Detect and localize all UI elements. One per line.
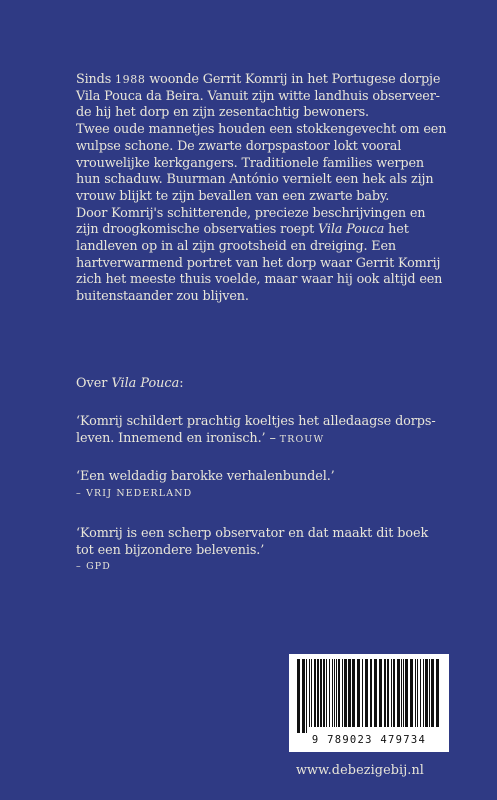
barcode-bar (370, 659, 372, 727)
about-prefix: Over (76, 376, 112, 391)
review-quote (76, 414, 456, 448)
barcode-bar (415, 659, 416, 727)
publisher-url: www.debezigebij.nl (296, 763, 424, 778)
barcode-bar (384, 659, 386, 727)
book-title: Vila Pouca (111, 376, 180, 391)
barcode-bar (387, 659, 389, 727)
blurb-line (76, 222, 448, 239)
year-text: 1988 (115, 73, 146, 86)
barcode-bar (306, 659, 307, 733)
blurb-line (76, 72, 448, 89)
blurb-line: Twee oude mannetjes houden een stokkengevecht om een (76, 122, 447, 138)
blurb-line: Door Komrij's schitterende, precieze beschrijvingen en (76, 205, 426, 221)
barcode-bar (436, 659, 439, 727)
barcode-bar (326, 659, 327, 727)
barcode-bar (332, 659, 333, 727)
barcode-bar (401, 659, 402, 727)
isbn-number: 9 789023 479734 (311, 734, 427, 746)
blurb-line: landleven op in al zijn grootsheid en dreiging. Een (76, 239, 397, 255)
blurb-text (76, 72, 448, 306)
barcode-bar (379, 659, 382, 727)
blurb-line: zich het meeste thuis voelde, maar waar hij ook altijd een (76, 272, 443, 288)
about-heading (76, 376, 184, 393)
barcode-bar (365, 659, 368, 727)
barcode-bar (320, 659, 322, 727)
quote-text: leven. Innemend en ironisch.’ – (76, 430, 280, 446)
blurb-line: Vila Pouca da Beira. Vanuit zijn witte landhuis observeer- (76, 88, 440, 104)
barcode-bar (338, 659, 340, 727)
quote-source: – GPD (76, 561, 111, 573)
isbn-barcode (289, 654, 449, 752)
barcode-bar (391, 659, 392, 727)
book-title: Vila Pouca (318, 222, 385, 238)
barcode-bar (302, 659, 305, 733)
barcode-bar (410, 659, 413, 727)
blurb-line: buitenstaander zou blijven. (76, 289, 249, 305)
barcode-bar (352, 659, 355, 727)
barcode-bar (311, 659, 312, 727)
barcode-bar (323, 659, 325, 727)
quote-source: TROUW (279, 433, 325, 445)
barcode-bar (405, 659, 408, 727)
quote-line: ‘Komrij is een scherp observator en dat maakt dit boek (76, 526, 429, 541)
barcode-bar (429, 659, 430, 727)
blurb-line: vrouw blijkt te zijn bevallen van een zwarte baby. (76, 188, 390, 204)
quote-line (76, 431, 456, 449)
barcode-bar (393, 659, 395, 727)
barcode-bar (403, 659, 404, 727)
barcode-bar (423, 659, 424, 727)
quote-line: ‘Een weldadig barokke verhalenbundel.’ (76, 469, 335, 484)
quote-source: – VRIJ NEDERLAND (76, 487, 193, 499)
barcode-bar (348, 659, 351, 727)
barcode-bar (357, 659, 360, 727)
barcode-bar (344, 659, 347, 727)
review-quote (76, 526, 456, 576)
quote-line: tot een bijzondere belevenis.’ (76, 542, 265, 558)
blurb-line: hun schaduw. Buurman António vernielt een hek als zijn (76, 172, 434, 188)
review-quote (76, 469, 456, 502)
barcode-bar (342, 659, 343, 727)
barcode-bar (297, 659, 300, 733)
blurb-line: vrouwelijke kerkgangers. Traditionele families werpen (76, 155, 424, 171)
blurb-line: wulpse schone. De zwarte dorpspastoor lokt vooral (76, 138, 402, 154)
barcode-bar (420, 659, 421, 727)
barcode-bar (417, 659, 418, 727)
barcode-bar (425, 659, 428, 727)
quote-line: ‘Komrij schildert prachtig koeltjes het alledaagse dorps- (76, 414, 436, 429)
barcode-bar (431, 659, 434, 727)
blurb-line: hartverwarmend portret van het dorp waar Gerrit Komrij (76, 255, 441, 271)
barcode-bar (397, 659, 400, 727)
about-suffix: : (179, 376, 184, 391)
barcode-bar (336, 659, 337, 727)
blurb-line-start: Sinds (76, 72, 116, 87)
barcode-bar (374, 659, 377, 727)
barcode-bar (362, 659, 363, 727)
blurb-line-start: zijn droogkomische observaties roept (76, 222, 319, 238)
barcode-bar (329, 659, 330, 727)
barcode-bar (314, 659, 316, 727)
barcode-bars (295, 659, 443, 733)
blurb-line: de hij het dorp en zijn zesentachtig bewoners. (76, 105, 369, 121)
blurb-line-end: woonde Gerrit Komrij in het Portugese dorpje (145, 72, 441, 87)
barcode-bar (334, 659, 335, 727)
blurb-line-end: het (384, 222, 409, 238)
barcode-bar (309, 659, 310, 727)
barcode-bar (317, 659, 319, 727)
